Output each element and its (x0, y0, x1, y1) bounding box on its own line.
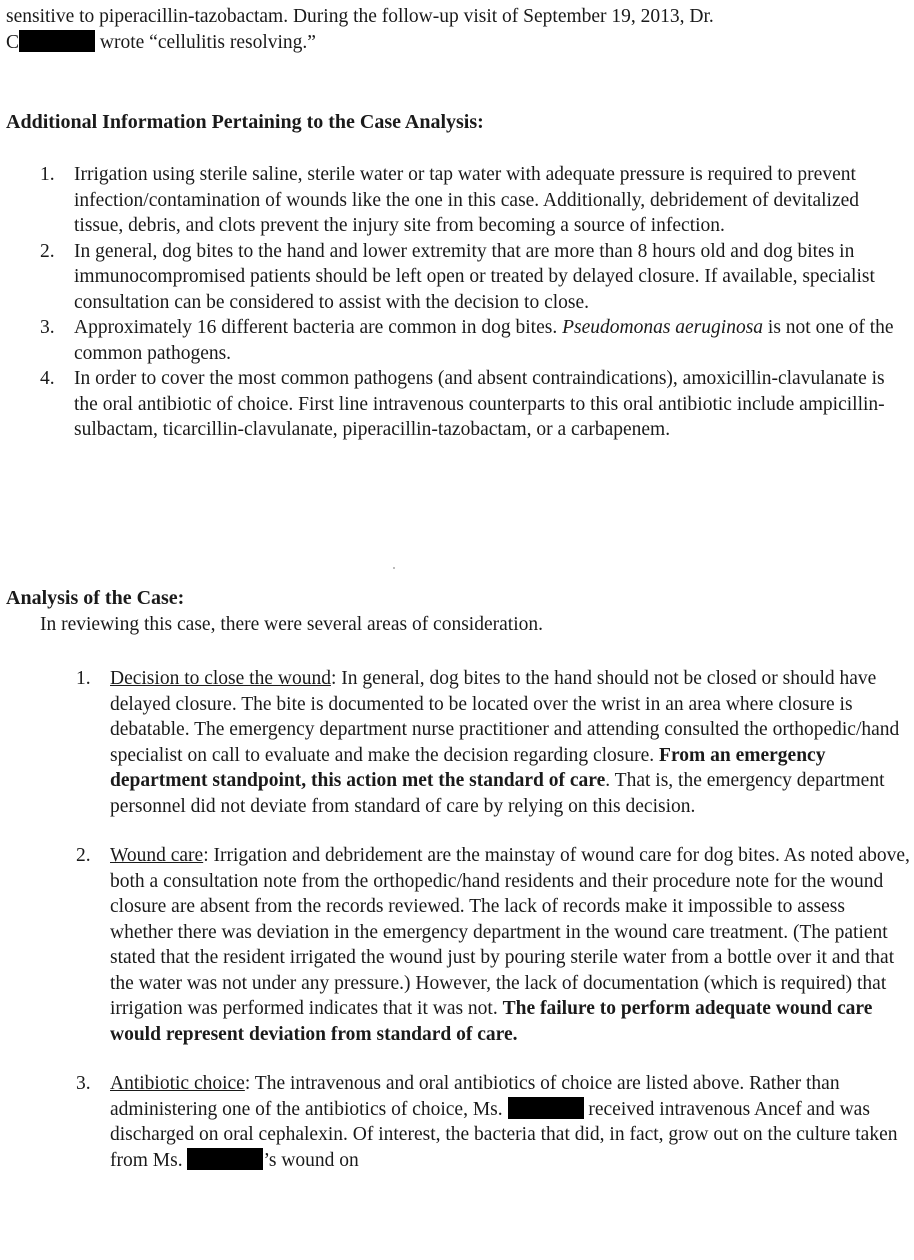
list-item (0, 1071, 910, 1173)
list-item-number: 2. (76, 845, 91, 866)
redaction-bar (508, 1097, 584, 1119)
list-item-text-before: Approximately 16 different bacteria are common in dog bites. (74, 317, 563, 338)
list-item-text-a: : In general, dog bites to the hand should not be closed or should have delayed closure. The bite is documented to be located over the wrist in an area where closure is debatable. The emergency department nurse practitioner and attending consulted the orthopedic/hand specialist on call to evaluate and make the decision regarding closure. (110, 668, 900, 766)
additional-info-list (0, 162, 906, 443)
list-item-text: In order to cover the most common pathogens (and absent contraindications), amoxicillin-clavulanate is the oral antibiotic of choice. First line intravenous counterparts to this oral antibiotic include ampicillin-sulbactam, ticarcillin-clavulanate, piperacillin-tazobactam, or a carbapenem. (74, 368, 885, 440)
list-item-text: In general, dog bites to the hand and lower extremity that are more than 8 hours old and dog bites in immunocompromised patients should be left open or treated by delayed closure. If available, specialist consultation can be considered to assist with the decision to close. (74, 240, 875, 313)
list-item-bold: The failure to perform adequate wound care would represent deviation from standard of care. (110, 998, 873, 1045)
list-item-text-b: . That is, the emergency department personnel did not deviate from standard of care by relying on this decision. (110, 770, 885, 817)
list-item-number: 3. (76, 1073, 91, 1094)
section-heading-additional-info: Additional Information Pertaining to the Case Analysis: (6, 111, 484, 133)
list-item (0, 366, 906, 443)
list-item-text-b: received intravenous Ancef and was discharged on oral cephalexin. Of interest, the bacteria that did, in fact, grow out on the culture taken from Ms. (110, 1098, 898, 1171)
intro-paragraph (6, 4, 906, 55)
intro-line-2-suffix: wrote “cellulitis resolving.” (95, 31, 316, 53)
list-item-text-a: : Irrigation and debridement are the mainstay of wound care for dog bites. As noted above, both a consultation note from the orthopedic/hand residents and their procedure note for the wound closure are absent from the records reviewed. The lack of records make it impossible to assess whether there was deviation in the emergency department in the wound care treatment. (The patient stated that the resident irrigated the wound just by pouring sterile water from a bottle over it and that the water was not under any pressure.) However, the lack of documentation (which is required) that irrigation was performed indicates that it was not. (110, 845, 910, 1019)
list-item-text-a: : The intravenous and oral antibiotics of choice are listed above. Rather than administering one of the antibiotics of choice, Ms. (110, 1073, 840, 1120)
intro-line-2 (6, 30, 906, 56)
list-item (0, 843, 910, 1047)
list-item-title: Wound care (110, 845, 204, 866)
list-item-title: Antibiotic choice (110, 1073, 245, 1094)
list-item (0, 162, 906, 239)
list-item-number: 1. (76, 668, 91, 689)
list-item-number: 2. (40, 240, 55, 262)
list-item (0, 666, 910, 819)
list-item-number: 3. (40, 317, 55, 338)
analysis-list (0, 666, 910, 1197)
section-heading-analysis: Analysis of the Case: (6, 587, 185, 609)
intro-line-1: sensitive to piperacillin-tazobactam. During the follow-up visit of September 19, 2013, Dr. (6, 6, 714, 27)
list-item (0, 239, 906, 316)
list-item (0, 315, 906, 366)
list-item-text: Irrigation using sterile saline, sterile water or tap water with adequate pressure is required to prevent infection/contamination of wounds like the one in this case. Additionally, debridement of devitalized tissue, debris, and clots prevent the injury site from becoming a source of infection. (74, 164, 860, 236)
scan-speck (393, 567, 395, 569)
list-item-text-c: ’s wound on (263, 1149, 359, 1171)
list-item-number: 1. (40, 164, 55, 185)
intro-line-2-prefix: C (6, 31, 20, 53)
list-item-italic-term: Pseudomonas aeruginosa (562, 317, 764, 338)
redaction-bar (187, 1148, 263, 1170)
list-item-number: 4. (40, 368, 55, 389)
list-item-text-after: is not one of the common pathogens. (74, 317, 894, 364)
analysis-intro: In reviewing this case, there were several areas of consideration. (40, 614, 543, 635)
list-item-title: Decision to close the wound (110, 668, 331, 689)
list-item-bold: From an emergency department standpoint, this action met the standard of care (110, 744, 826, 791)
redaction-bar (19, 30, 95, 52)
